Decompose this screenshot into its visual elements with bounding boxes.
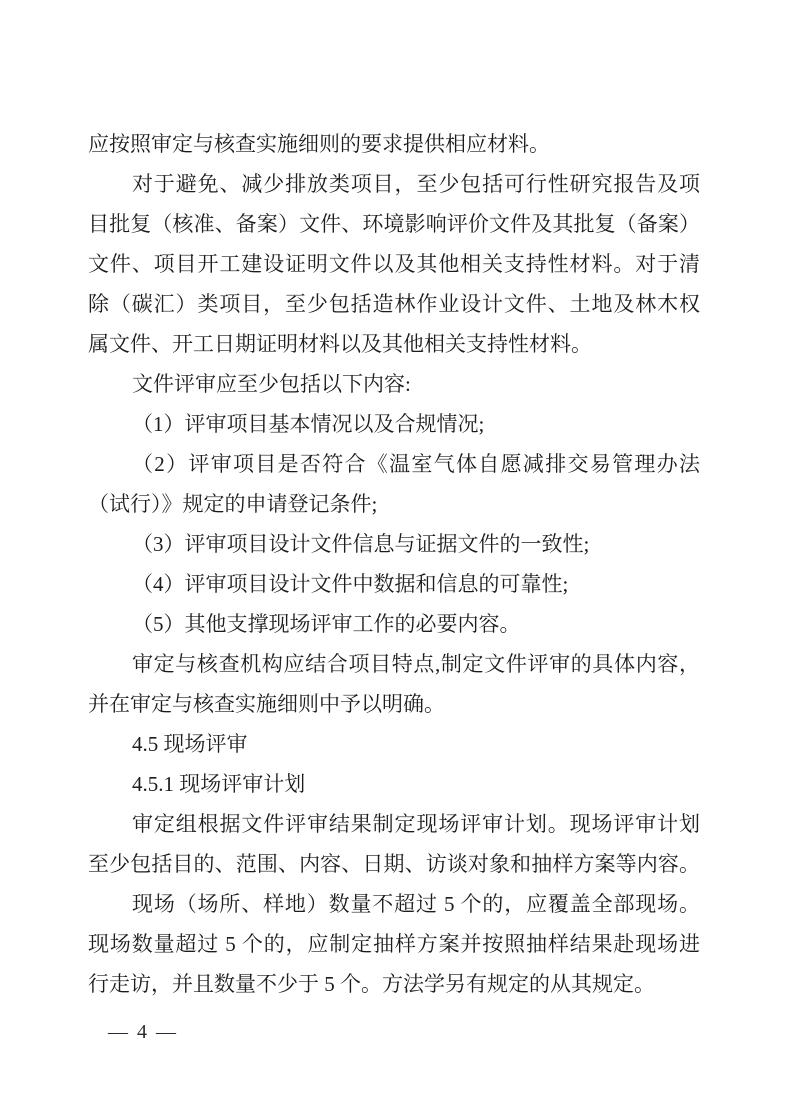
text-line: 属文件、开工日期证明材料以及其他相关支持性材料。 [88, 332, 592, 356]
text-line: 并在审定与核查实施细则中予以明确。 [88, 692, 445, 716]
text-line: 现场（场所、样地）数量不超过 5 个的，应覆盖全部现场。 [132, 892, 700, 916]
text-line: （3）评审项目设计文件信息与证据文件的一致性; [132, 532, 590, 556]
text-line: （5）其他支撑现场评审工作的必要内容。 [132, 612, 521, 636]
text-line: 除（碳汇）类项目，至少包括造林作业设计文件、土地及林木权 [88, 292, 700, 316]
text-line: （4）评审项目设计文件中数据和信息的可靠性; [132, 572, 569, 596]
text-line: 现场数量超过 5 个的，应制定抽样方案并按照抽样结果赴现场进 [88, 932, 700, 956]
text-line: 目批复（核准、备案）文件、环境影响评价文件及其批复（备案） [88, 212, 700, 236]
page-number: — 4 — [108, 1021, 178, 1043]
text-line: 4.5.1 现场评审计划 [132, 772, 306, 796]
text-line: （试行）》规定的申请登记条件; [88, 492, 378, 516]
text-line: 审定与核查机构应结合项目特点,制定文件评审的具体内容， [132, 652, 700, 676]
text-line: 对于避免、减少排放类项目，至少包括可行性研究报告及项 [132, 172, 700, 196]
text-line: （1）评审项目基本情况以及合规情况; [132, 412, 485, 436]
document-body-text [88, 124, 700, 1004]
text-line: 应按照审定与核查实施细则的要求提供相应材料。 [88, 132, 550, 156]
text-line: 审定组根据文件评审结果制定现场评审计划。现场评审计划 [132, 812, 700, 836]
text-line: 行走访，并且数量不少于 5 个。方法学另有规定的从其规定。 [88, 972, 655, 996]
text-line: 文件评审应至少包括以下内容: [132, 372, 411, 396]
text-line: 文件、项目开工建设证明文件以及其他相关支持性材料。对于清 [88, 252, 700, 276]
text-line: 4.5 现场评审 [132, 732, 248, 756]
text-line: 至少包括目的、范围、内容、日期、访谈对象和抽样方案等内容。 [88, 852, 700, 876]
text-line: （2）评审项目是否符合《温室气体自愿减排交易管理办法 [132, 452, 700, 476]
